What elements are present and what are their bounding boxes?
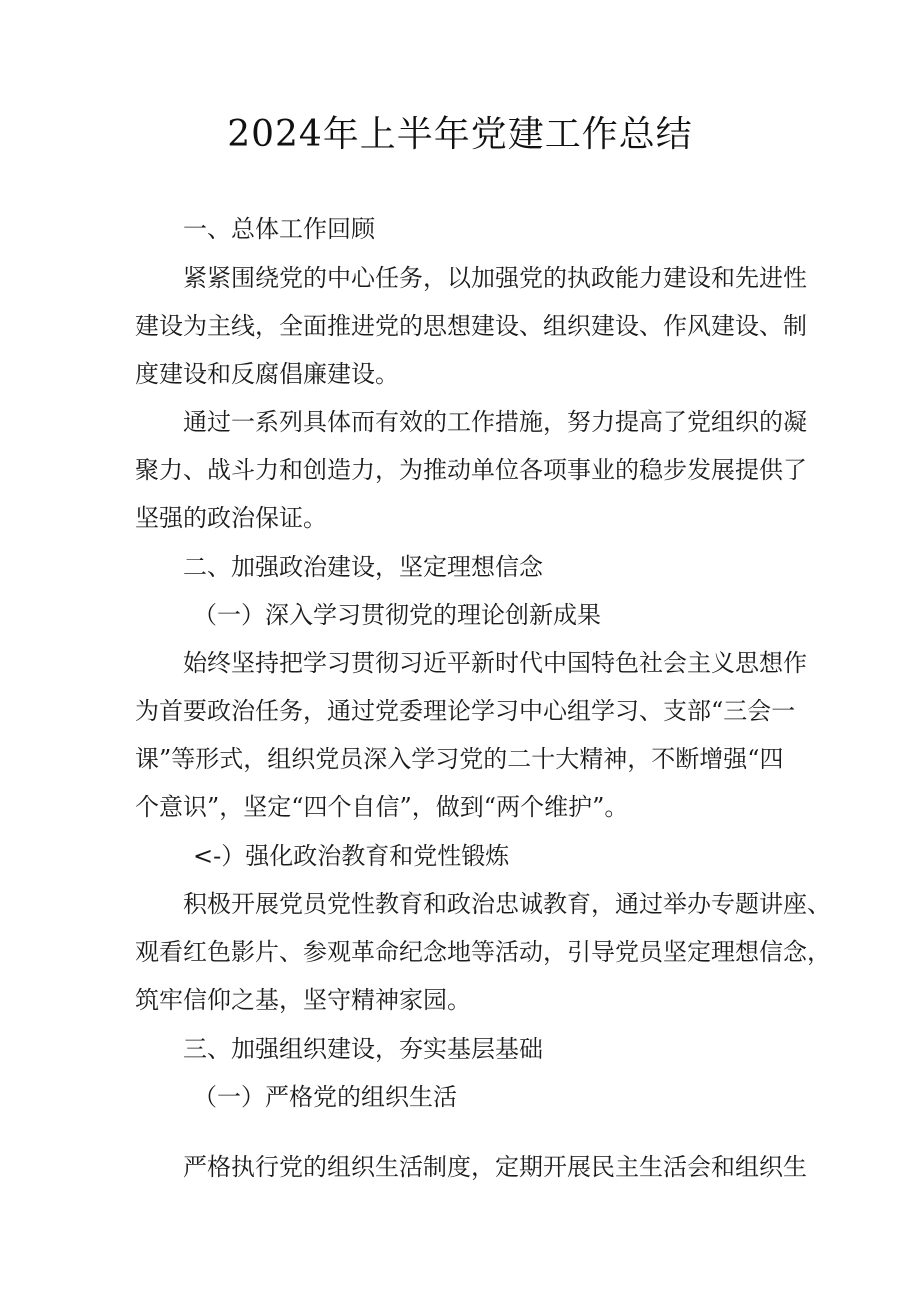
paragraph-line: 度建设和反腐倡廉建设。 bbox=[135, 360, 399, 388]
paragraph-line: 个意识”，坚定“四个自信”，做到“两个维护”。 bbox=[135, 793, 629, 821]
paragraph-line: 始终坚持把学习贯彻习近平新时代中国特色社会主义思想作 bbox=[183, 649, 807, 677]
paragraph-line: 筑牢信仰之基，坚守精神家园。 bbox=[135, 986, 471, 1014]
subsection-heading: （一）严格党的组织生活 bbox=[193, 1083, 457, 1111]
subsection-heading: <-）强化政治教育和党性锻炼 bbox=[193, 842, 510, 870]
paragraph-line: 观看红色影片、参观革命纪念地等活动，引导党员坚定理想信念， bbox=[135, 938, 831, 966]
paragraph-line: 紧紧围绕党的中心任务，以加强党的执政能力建设和先进性 bbox=[183, 264, 807, 292]
paragraph-line: 聚力、战斗力和创造力，为推动单位各项事业的稳步发展提供了 bbox=[135, 456, 807, 484]
paragraph-line: 坚强的政治保证。 bbox=[135, 504, 327, 532]
section-heading-3: 三、加强组织建设，夯实基层基础 bbox=[183, 1035, 543, 1063]
paragraph-line: 通过一系列具体而有效的工作措施，努力提高了党组织的凝 bbox=[183, 408, 807, 436]
document-title: 2024年上半年党建工作总结 bbox=[227, 114, 693, 155]
section-heading-1: 一、总体工作回顾 bbox=[183, 215, 375, 243]
subsection-heading: （一）深入学习贯彻党的理论创新成果 bbox=[193, 601, 601, 629]
section-heading-2: 二、加强政治建设，坚定理想信念 bbox=[183, 553, 543, 581]
paragraph-line: 课”等形式，组织党员深入学习党的二十大精神，不断增强“四 bbox=[135, 745, 784, 773]
paragraph-line: 严格执行党的组织生活制度，定期开展民主生活会和组织生 bbox=[183, 1153, 807, 1181]
paragraph-line: 为首要政治任务，通过党委理论学习中心组学习、支部“三会一 bbox=[135, 697, 796, 725]
paragraph-line: 积极开展党员党性教育和政治忠诚教育，通过举办专题讲座、 bbox=[183, 890, 831, 918]
paragraph-line: 建设为主线，全面推进党的思想建设、组织建设、作风建设、制 bbox=[135, 312, 807, 340]
